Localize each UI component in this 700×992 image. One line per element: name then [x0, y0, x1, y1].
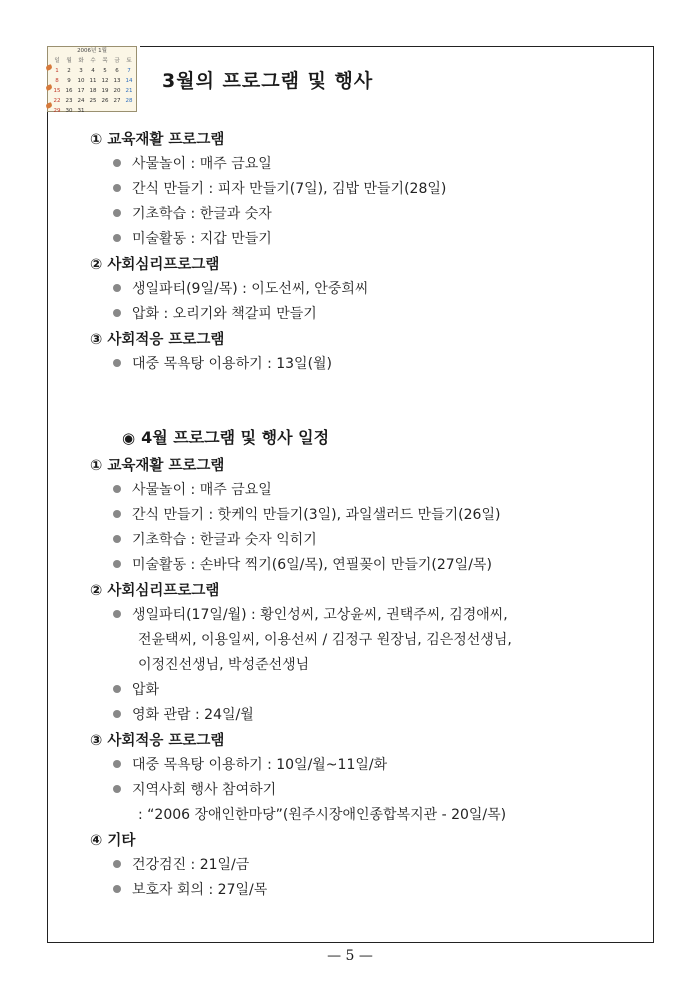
calendar-day: 6: [115, 68, 119, 74]
april-other-heading: ④ 기타: [90, 833, 136, 849]
item-text: 사물놀이 : 매주 금요일: [132, 156, 272, 172]
list-item: [113, 879, 267, 899]
weekday-wed: 수: [90, 58, 96, 64]
calendar-weeks: [51, 66, 135, 116]
calendar-day: 8: [55, 78, 59, 84]
item-text: 영화 관람 : 24일/월: [132, 707, 254, 723]
calendar-day: 20: [113, 88, 121, 94]
bullet-icon: [113, 309, 121, 317]
calendar-day: 11: [89, 78, 97, 84]
item-text: 사물놀이 : 매주 금요일: [132, 482, 272, 498]
bullet-icon: [113, 184, 121, 192]
weekday-sat: 토: [126, 58, 132, 64]
list-item: [113, 754, 387, 774]
march-education-heading: ① 교육재활 프로그램: [90, 132, 225, 148]
item-text: 기초학습 : 한글과 숫자: [132, 206, 272, 222]
item-text: 미술활동 : 지갑 만들기: [132, 231, 272, 247]
list-item: [113, 504, 500, 524]
calendar-day: 17: [77, 88, 85, 94]
list-item: [113, 679, 159, 699]
item-text: 대중 목욕탕 이용하기 : 10일/월~11일/화: [132, 757, 388, 773]
calendar-day: [99, 106, 111, 116]
weekday-sun: 일: [54, 58, 60, 64]
calendar-day: 4: [91, 68, 95, 74]
calendar-title: 2006년 1월: [77, 48, 107, 54]
page-title: 3월의 프로그램 및 행사: [162, 70, 374, 92]
calendar-day: 29: [53, 108, 61, 114]
list-item-continuation: : “2006 장애인한마당”(원주시장애인종합복지관 - 20일/목): [138, 807, 507, 823]
calendar-day: 7: [127, 68, 131, 74]
calendar-day: 9: [67, 78, 71, 84]
weekday-tue: 화: [78, 58, 84, 64]
list-item: [113, 479, 272, 499]
item-text: 건강검진 : 21일/금: [132, 857, 250, 873]
bullet-icon: [113, 785, 121, 793]
march-social-adapt-heading: ③ 사회적응 프로그램: [90, 332, 225, 348]
list-item: [113, 353, 332, 373]
calendar-week-row: [51, 76, 135, 86]
bullet-icon: [113, 284, 121, 292]
list-item: [113, 529, 317, 549]
calendar-day: 1: [55, 68, 59, 74]
april-education-heading: ① 교육재활 프로그램: [90, 458, 225, 474]
bullet-icon: [113, 359, 121, 367]
item-text: 기초학습 : 한글과 숫자 익히기: [132, 532, 317, 548]
bullet-icon: [113, 610, 121, 618]
list-item: [113, 704, 254, 724]
item-text: 보호자 회의 : 27일/목: [132, 882, 268, 898]
item-text: 생일파티(9일/목) : 이도선씨, 안중희씨: [132, 281, 369, 297]
item-text: 미술활동 : 손바닥 찍기(6일/목), 연필꽂이 만들기(27일/목): [132, 557, 492, 573]
calendar-day: 12: [101, 78, 109, 84]
calendar-day: [111, 106, 123, 116]
bullet-icon: [113, 159, 121, 167]
weekday-mon: 월: [66, 58, 72, 64]
item-text: 지역사회 행사 참여하기: [132, 782, 277, 798]
calendar-day: 25: [89, 98, 97, 104]
calendar-week-row: [51, 66, 135, 76]
calendar-weekday-row: [51, 56, 135, 66]
april-section-title-text: 4월 프로그램 및 행사 일정: [141, 428, 330, 447]
bullet-icon: [113, 760, 121, 768]
april-section-title: [122, 425, 329, 448]
calendar-day: [87, 106, 99, 116]
april-social-psych-heading: ② 사회심리프로그램: [90, 583, 220, 599]
calendar-day: 22: [53, 98, 61, 104]
fisheye-bullet-icon: ◉: [122, 429, 136, 447]
calendar-day: 10: [77, 78, 85, 84]
bullet-icon: [113, 535, 121, 543]
calendar-day: 21: [125, 88, 133, 94]
bullet-icon: [113, 209, 121, 217]
list-item: [113, 228, 272, 248]
list-item: [113, 604, 508, 624]
calendar-day: 23: [65, 98, 73, 104]
page-number: — 5 —: [327, 948, 373, 964]
calendar-week-row: [51, 106, 135, 116]
item-text: 생일파티(17일/월) : 황인성씨, 고상윤씨, 권택주씨, 김경애씨,: [132, 607, 508, 623]
calendar-day: 14: [125, 78, 133, 84]
calendar-day: 30: [65, 108, 73, 114]
calendar-day: 19: [101, 88, 109, 94]
list-item: [113, 854, 249, 874]
bullet-icon: [113, 510, 121, 518]
weekday-fri: 금: [114, 58, 120, 64]
list-item: [113, 203, 272, 223]
calendar-day: 5: [103, 68, 107, 74]
list-item: [113, 779, 276, 799]
calendar-day: 15: [53, 88, 61, 94]
calendar-icon: [47, 46, 137, 112]
list-item: [113, 303, 317, 323]
item-text: 간식 만들기 : 핫케익 만들기(3일), 과일샐러드 만들기(26일): [132, 507, 501, 523]
calendar-week-row: [51, 86, 135, 96]
list-item: [113, 178, 446, 198]
bullet-icon: [113, 710, 121, 718]
calendar-week-row: [51, 96, 135, 106]
weekday-thu: 목: [102, 58, 108, 64]
bullet-icon: [113, 485, 121, 493]
calendar-grid: [51, 56, 135, 116]
bullet-icon: [113, 685, 121, 693]
list-item: [113, 278, 368, 298]
calendar-day: 28: [125, 98, 133, 104]
march-social-psych-heading: ② 사회심리프로그램: [90, 257, 220, 273]
bullet-icon: [113, 885, 121, 893]
bullet-icon: [113, 234, 121, 242]
april-social-adapt-heading: ③ 사회적응 프로그램: [90, 733, 225, 749]
bullet-icon: [113, 860, 121, 868]
calendar-day: 13: [113, 78, 121, 84]
calendar-day: [123, 106, 135, 116]
list-item: [113, 153, 272, 173]
calendar-day: 2: [67, 68, 71, 74]
calendar-day: 3: [79, 68, 83, 74]
list-item: [113, 554, 492, 574]
list-item-continuation: 전윤택씨, 이용일씨, 이용선씨 / 김정구 원장님, 김은정선생님,: [138, 632, 512, 648]
calendar-day: 31: [77, 108, 85, 114]
calendar-day: 16: [65, 88, 73, 94]
calendar-day: 27: [113, 98, 121, 104]
bullet-icon: [113, 560, 121, 568]
calendar-day: 24: [77, 98, 85, 104]
calendar-day: 18: [89, 88, 97, 94]
item-text: 대중 목욕탕 이용하기 : 13일(월): [132, 356, 333, 372]
item-text: 압화 : 오리기와 책갈피 만들기: [132, 306, 317, 322]
list-item-continuation: 이정진선생님, 박성준선생님: [138, 657, 310, 673]
calendar-day: 26: [101, 98, 109, 104]
item-text: 간식 만들기 : 피자 만들기(7일), 김밥 만들기(28일): [132, 181, 447, 197]
item-text: 압화: [132, 682, 160, 698]
